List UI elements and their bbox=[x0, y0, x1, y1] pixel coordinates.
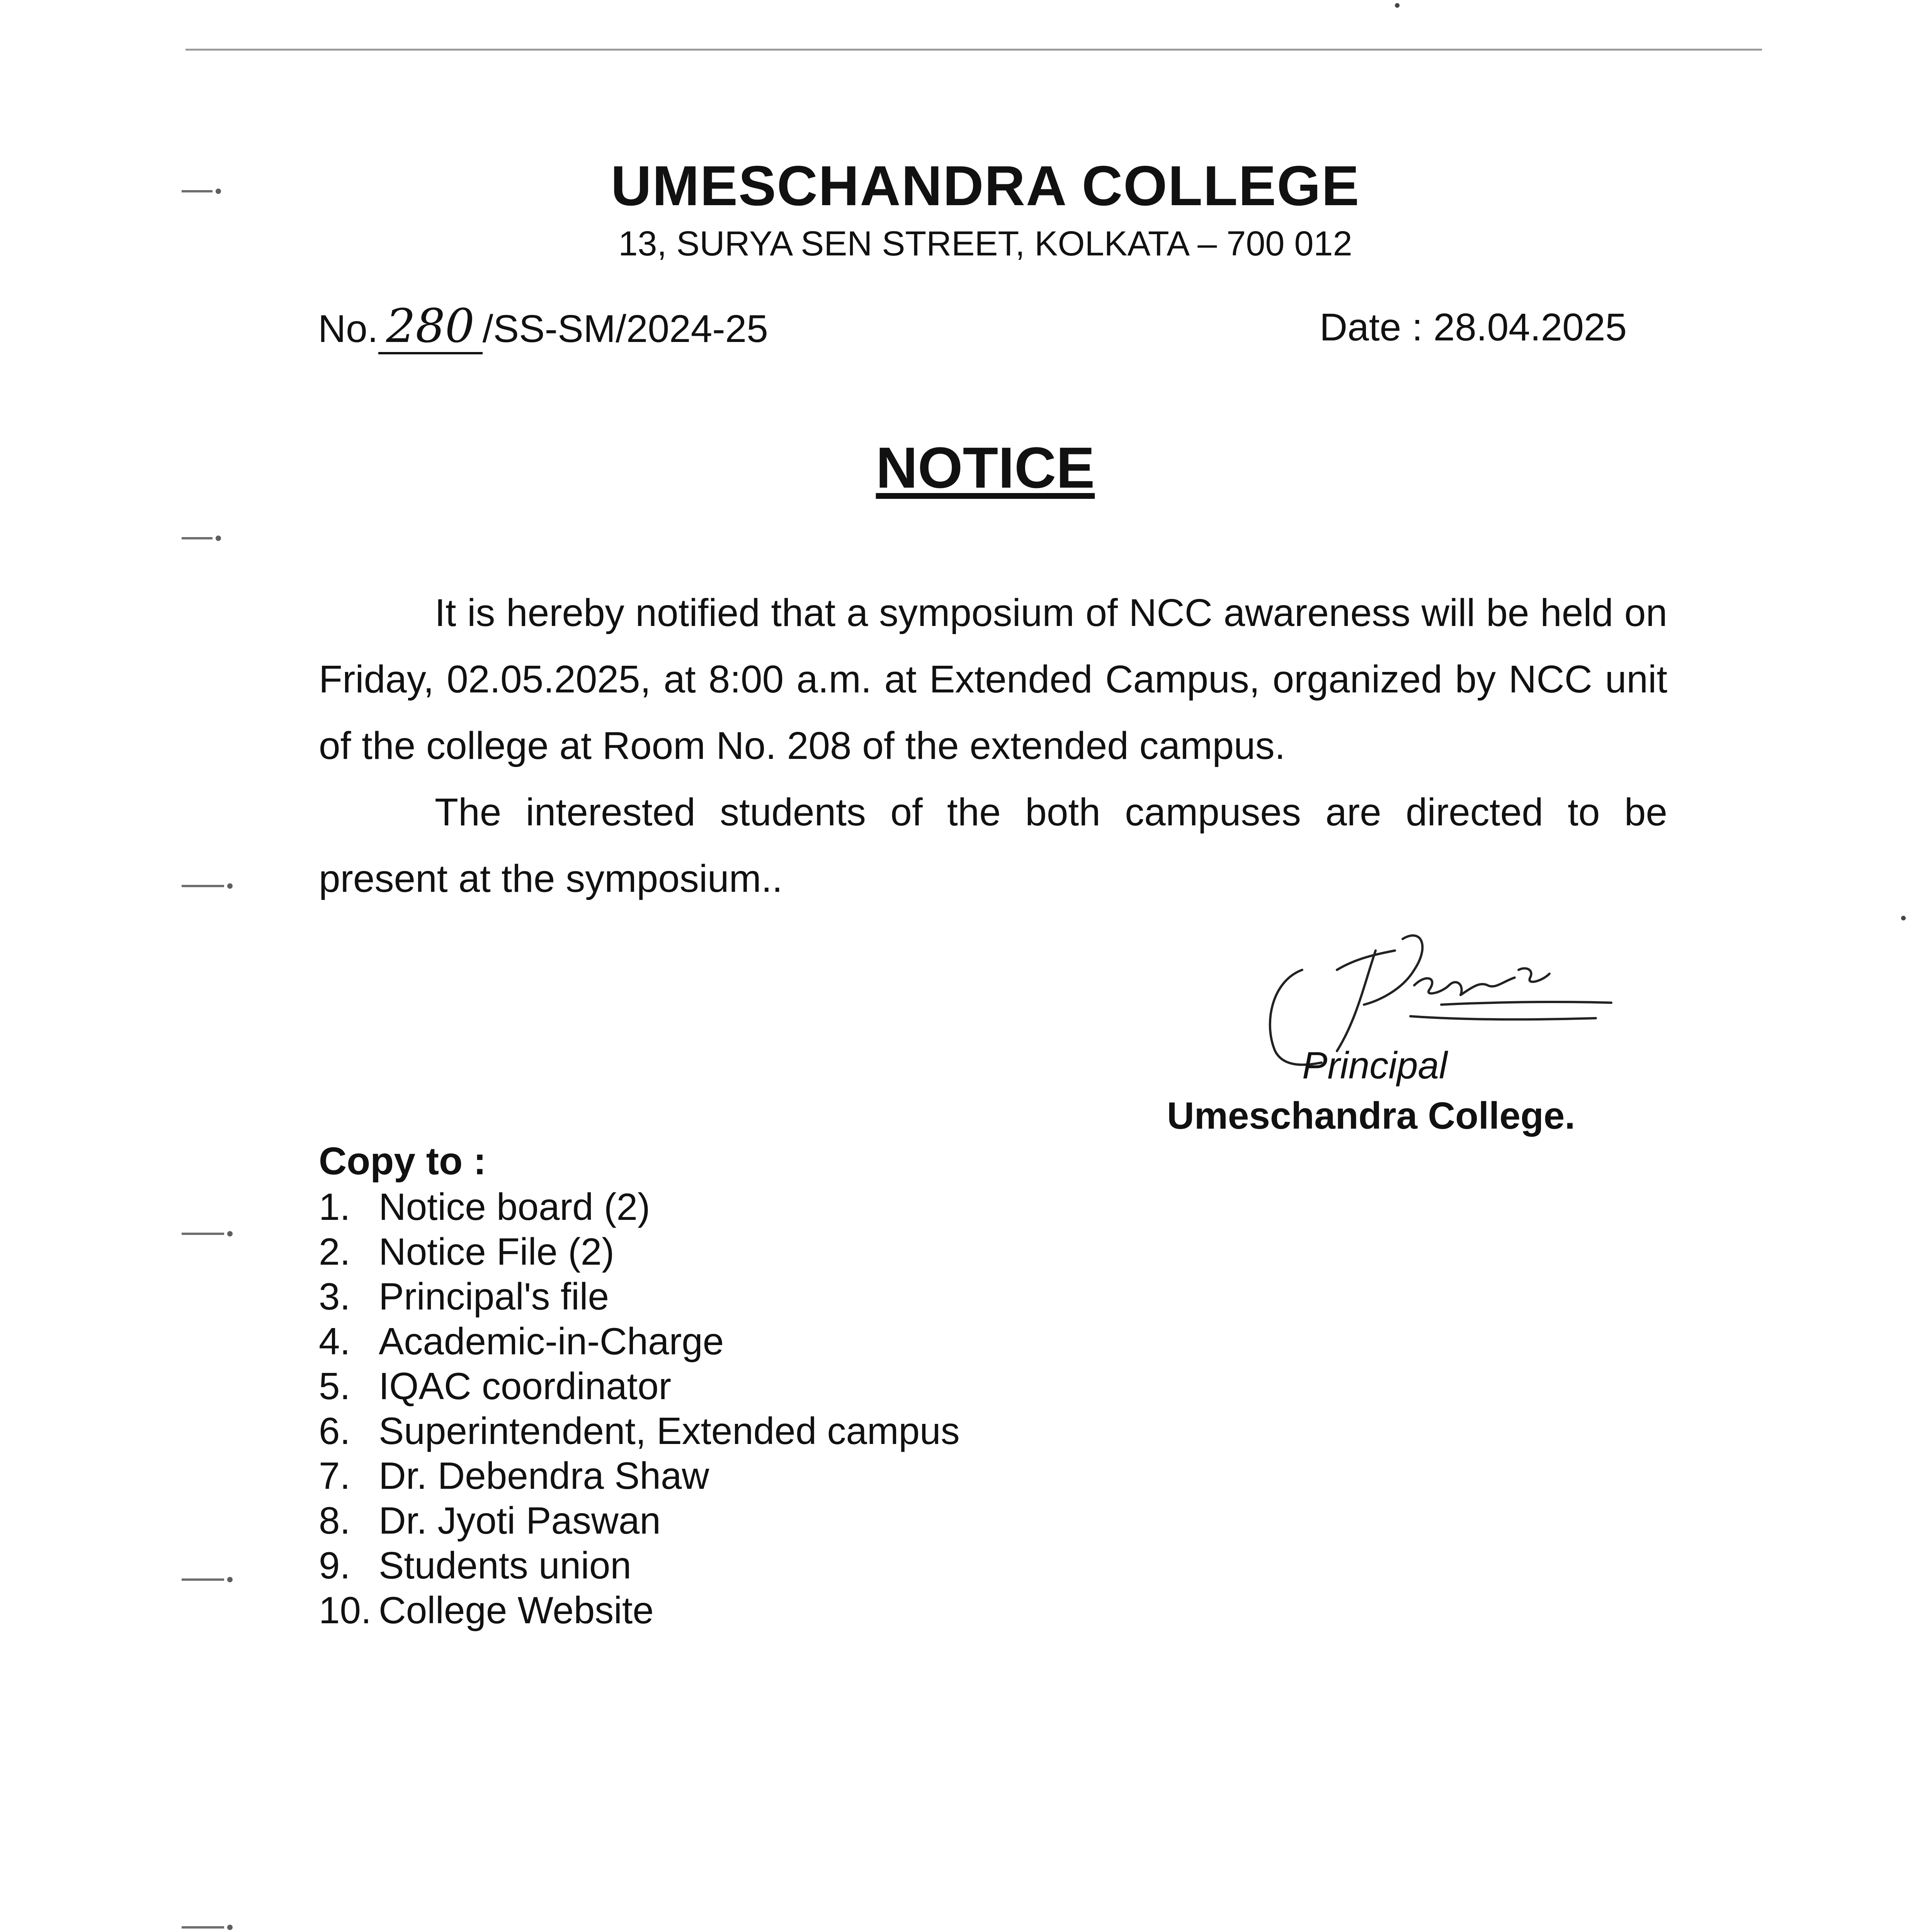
list-item-text: Dr. Jyoti Paswan bbox=[379, 1499, 661, 1542]
list-item-number: 8. bbox=[319, 1499, 350, 1542]
list-item bbox=[319, 1319, 960, 1364]
list-item-number: 1. bbox=[319, 1185, 350, 1228]
list-item-number: 7. bbox=[319, 1454, 350, 1497]
list-item-number: 9. bbox=[319, 1544, 350, 1587]
list-item-text: Students union bbox=[379, 1544, 631, 1587]
handwritten-reference-number: 280 bbox=[378, 303, 483, 354]
notice-paragraph: It is hereby notified that a symposium of NCC awareness will be held on Friday, 02.05.2025, at 8:00 a.m. at Extended Campus, organized by NCC unit of the college at Room No. 208 of the extended campus. bbox=[319, 591, 1667, 767]
signatory-title: Principal bbox=[1302, 1044, 1447, 1087]
signatory-institution: Umeschandra College. bbox=[1167, 1094, 1575, 1137]
list-item-text: Principal's file bbox=[379, 1275, 609, 1318]
reference-prefix: No. bbox=[318, 307, 378, 350]
list-item-text: Dr. Debendra Shaw bbox=[379, 1454, 709, 1497]
list-item bbox=[319, 1498, 960, 1543]
list-item bbox=[319, 1588, 960, 1633]
list-item-text: College Website bbox=[379, 1589, 654, 1631]
list-item bbox=[319, 1184, 960, 1229]
list-item bbox=[319, 1229, 960, 1274]
scan-speck bbox=[1395, 3, 1400, 8]
margin-punch-mark bbox=[182, 537, 213, 539]
scan-speck bbox=[1901, 916, 1906, 920]
notice-paragraph: The interested students of the both campuses are directed to be present at the symposium.. bbox=[319, 791, 1667, 900]
copy-to-list bbox=[319, 1184, 960, 1633]
college-address: 13, SURYA SEN STREET, KOLKATA – 700 012 bbox=[618, 224, 1352, 263]
list-item-number: 5. bbox=[319, 1365, 350, 1407]
reference-number bbox=[318, 299, 768, 354]
margin-punch-mark bbox=[182, 885, 224, 887]
list-item-number: 6. bbox=[319, 1410, 350, 1452]
copy-to-heading: Copy to : bbox=[319, 1139, 486, 1183]
list-item bbox=[319, 1543, 960, 1588]
list-item bbox=[319, 1453, 960, 1498]
notice-title: NOTICE bbox=[876, 435, 1095, 500]
list-item bbox=[319, 1274, 960, 1319]
college-name: UMESCHANDRA COLLEGE bbox=[611, 154, 1360, 217]
list-item-number: 10. bbox=[319, 1589, 372, 1631]
list-item-text: IQAC coordinator bbox=[379, 1365, 672, 1407]
margin-punch-mark bbox=[182, 1578, 224, 1581]
list-item bbox=[319, 1408, 960, 1453]
list-item-text: Notice board (2) bbox=[379, 1185, 650, 1228]
list-item-number: 2. bbox=[319, 1230, 350, 1273]
reference-suffix: /SS-SM/2024-25 bbox=[482, 307, 768, 350]
margin-punch-mark bbox=[182, 1233, 224, 1235]
margin-punch-mark bbox=[182, 1926, 224, 1929]
list-item bbox=[319, 1364, 960, 1408]
notice-date: Date : 28.04.2025 bbox=[1320, 306, 1627, 349]
scan-top-rule bbox=[185, 49, 1762, 51]
list-item-text: Superintendent, Extended campus bbox=[379, 1410, 960, 1452]
notice-body bbox=[319, 580, 1667, 912]
list-item-number: 3. bbox=[319, 1275, 350, 1318]
list-item-text: Notice File (2) bbox=[379, 1230, 614, 1273]
list-item-text: Academic-in-Charge bbox=[379, 1320, 724, 1362]
list-item-number: 4. bbox=[319, 1320, 350, 1362]
